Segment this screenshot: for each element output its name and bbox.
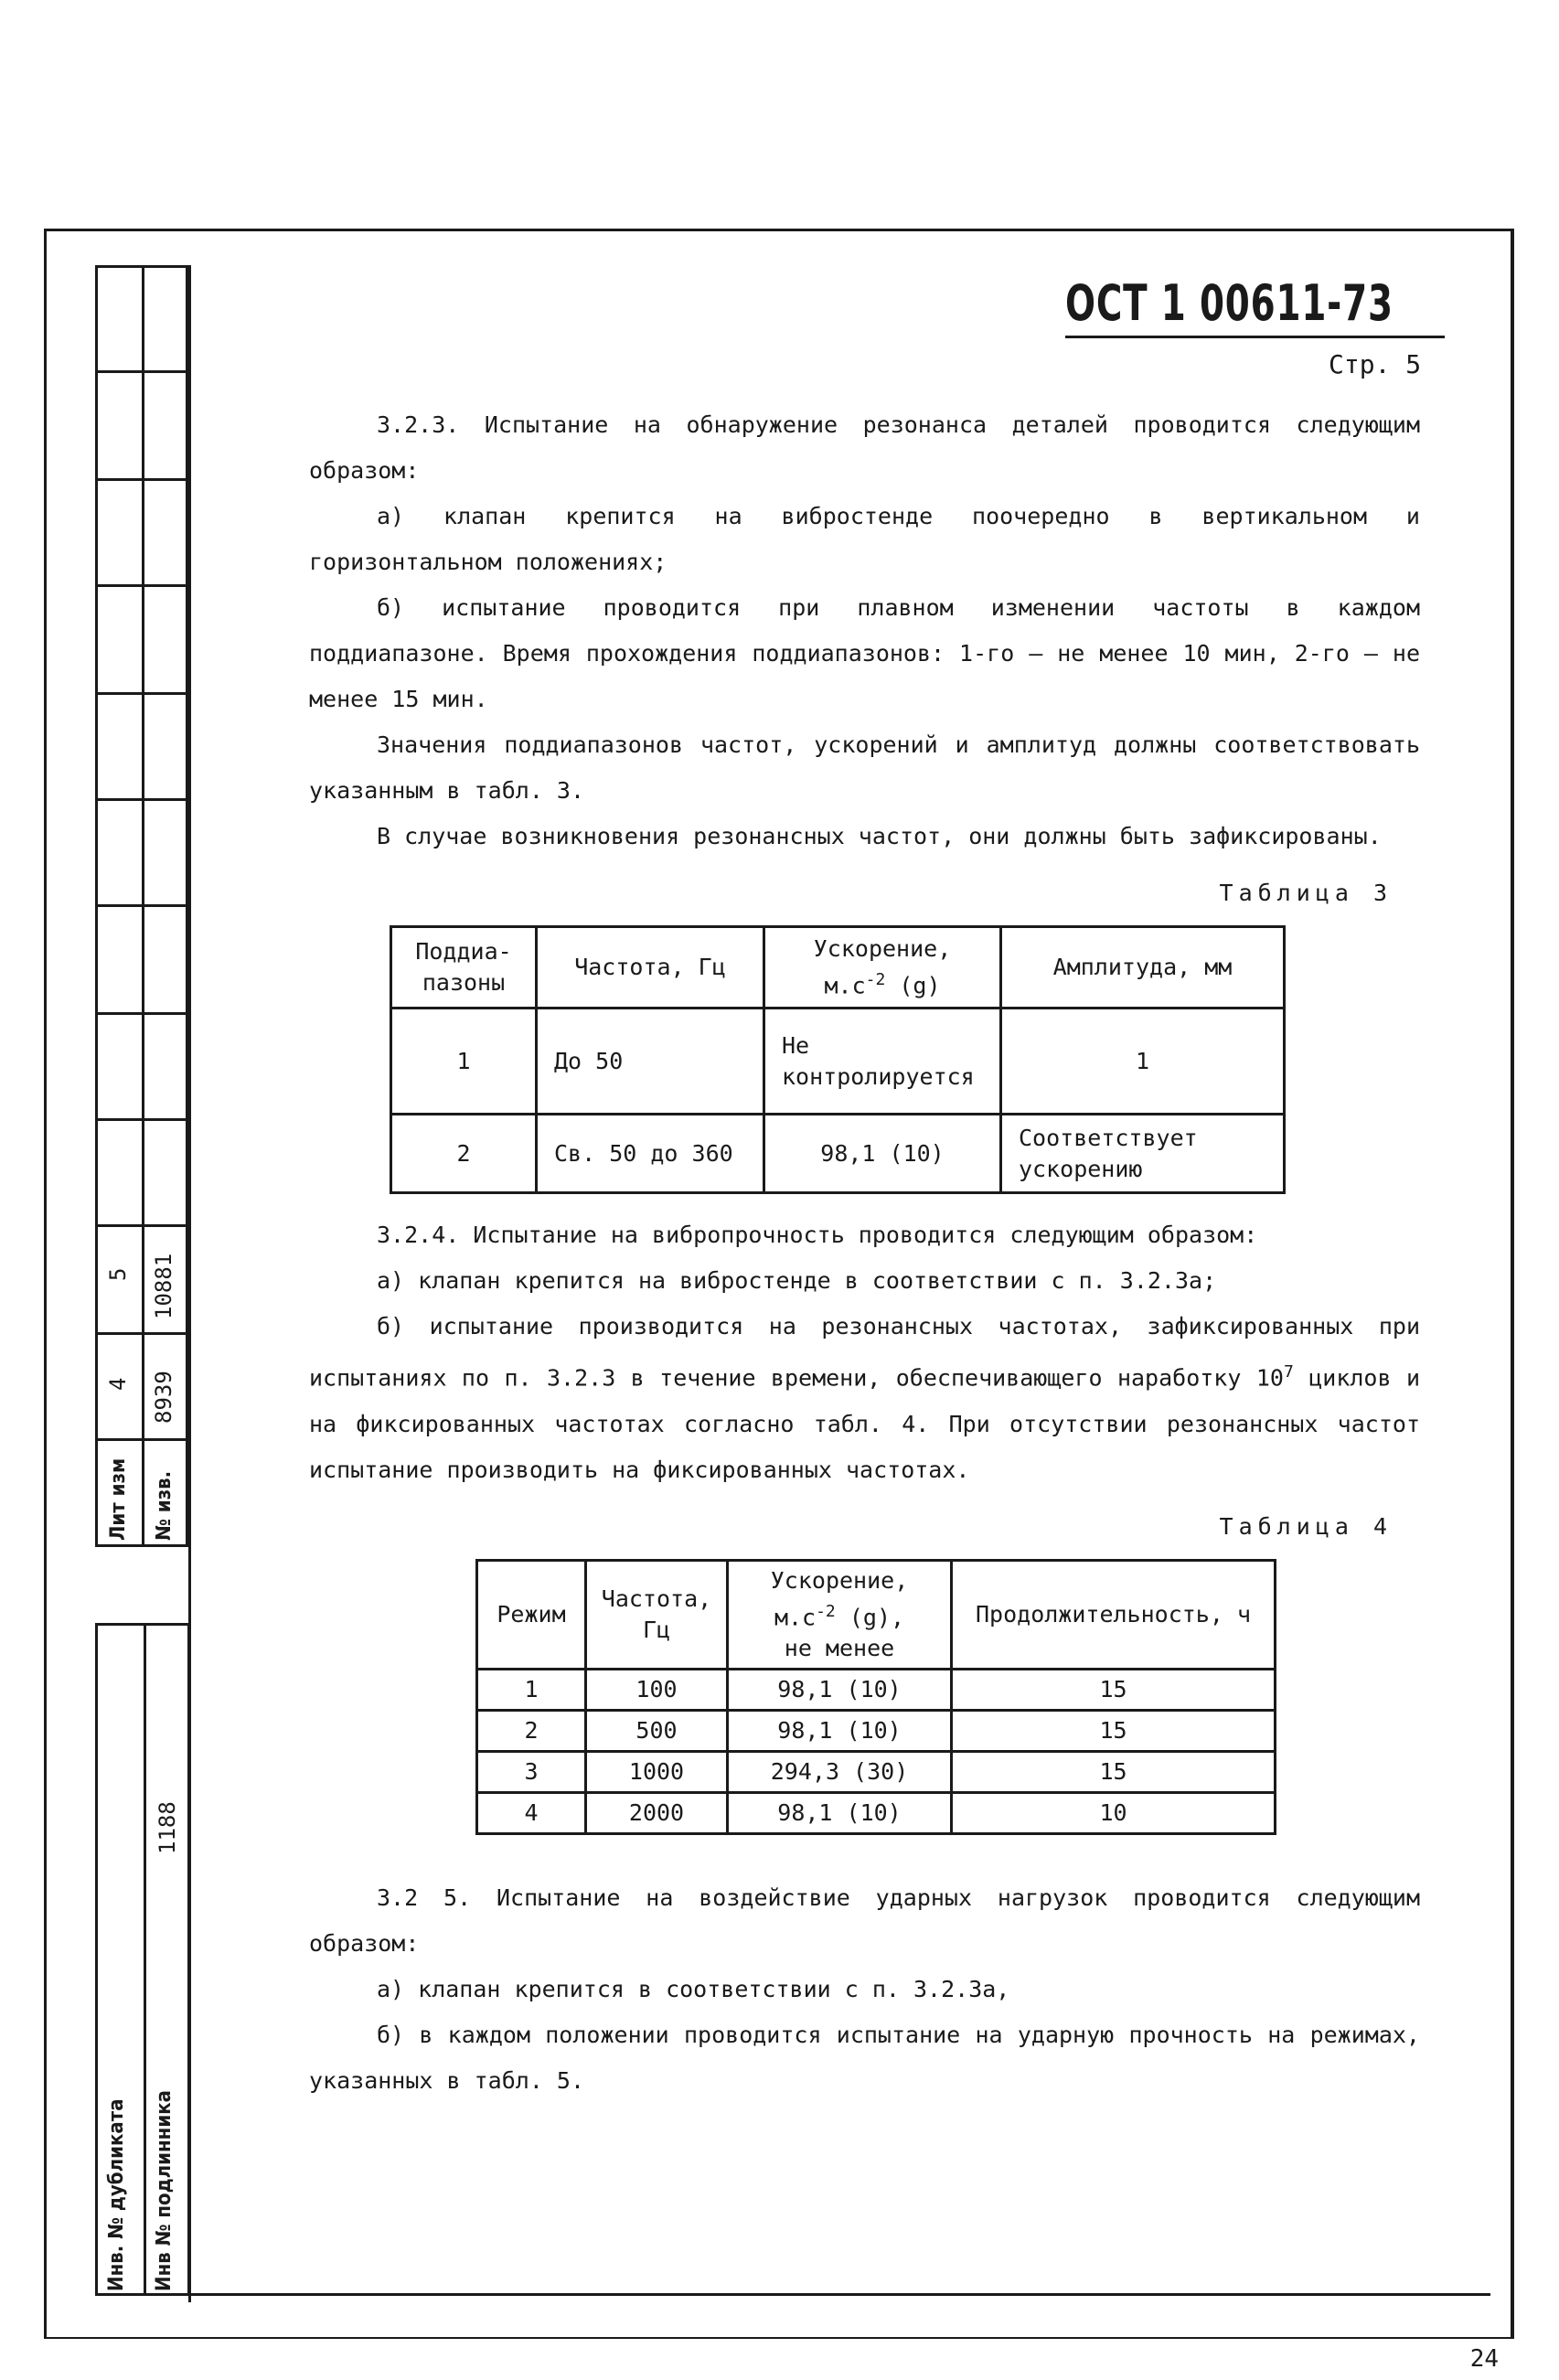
para-3-2-4: 3.2.4. Испытание на вибропрочность проводится следующим образом: [377, 1222, 1258, 1249]
inventory-stamp [95, 1623, 190, 2295]
header-amplitude: Амплитуда, мм [1001, 927, 1285, 1009]
lit-label: Лит изм [107, 1457, 130, 1541]
rev-col5-doc: 10881 [151, 1253, 176, 1319]
table-row: 2 Св. 50 до 360 98,1 (10) Соответствует ускорению [391, 1115, 1285, 1193]
table-header-row [391, 927, 1285, 1009]
table-header-row [477, 1560, 1276, 1669]
header-duration: Продолжительность, ч [952, 1560, 1276, 1669]
document-body [309, 402, 1420, 2104]
bottom-border-rule [95, 2293, 1490, 2296]
inv-original-label: Инв № подлинника [153, 2090, 176, 2291]
document-header [1065, 274, 1475, 379]
table-row: 1 100 98,1 (10) 15 [477, 1669, 1276, 1710]
rev-col4: 4 [105, 1377, 131, 1391]
header-frequency: Частота, Гц [537, 927, 764, 1009]
page-number: 24 [1469, 2345, 1499, 2373]
header-acceleration: Ускорение, $м.с^{-2}$ (g) [764, 927, 1001, 1009]
rev-col4-doc: 8939 [151, 1371, 176, 1424]
header-subrange: Поддиа-пазоны [391, 927, 537, 1009]
para-3-2-3-b: б) испытание проводится при плавном изменении частоты в каждом поддиапазоне. Время прохождения поддиапазонов: 1-го – не менее 10 мин, 2-го – не менее 15 мин. [309, 594, 1420, 712]
revision-stamp [95, 265, 188, 1547]
table3-caption: Таблица 3 [1219, 880, 1393, 906]
para-3-2-3-resonance: В случае возникновения резонансных частот, они должны быть зафиксированы. [377, 823, 1382, 849]
document-code: ОСТ 1 00611-73 [1065, 274, 1393, 332]
para-3-2-3-a: а) клапан крепится на вибростенде поочередно в вертикальном и горизонтальном положениях; [309, 503, 1420, 575]
header-acceleration: Ускорение, $м.с^{-2}$ (g), не менее [728, 1560, 952, 1669]
table-row: 1 До 50 Не контролируется 1 [391, 1009, 1285, 1115]
para-3-2-5: 3.2 5. Испытание на воздействие ударных нагрузок проводится следующим образом: [309, 1884, 1420, 1957]
table4-caption: Таблица 4 [1219, 1512, 1393, 1540]
para-3-2-4-a: а) клапан крепится на вибростенде в соответствии с п. 3.2.3а; [377, 1267, 1217, 1295]
table-4 [475, 1559, 1276, 1835]
table-3 [390, 925, 1286, 1194]
inv-duplicate-label: Инв. № дубликата [105, 2098, 128, 2291]
table-row: 2 500 98,1 (10) 15 [477, 1710, 1276, 1751]
table-row: 4 2000 98,1 (10) 10 [477, 1792, 1276, 1833]
header-rule [1065, 336, 1445, 338]
page-label: Стр. 5 [1329, 349, 1422, 379]
para-3-2-5-b: б) в каждом положении проводится испытание на ударную прочность на режимах, указанных в табл. 5. [309, 2021, 1420, 2094]
para-3-2-5-a: а) клапан крепится в соответствии с п. 3.2.3а, [377, 1975, 1010, 2002]
inv-original-value: 1188 [155, 1801, 180, 1854]
table-row: 3 1000 294,3 (30) 15 [477, 1751, 1276, 1792]
para-3-2-3-values: Значения поддиапазонов частот, ускорений и амплитуд должны соответствовать указанным в табл. 3. [309, 731, 1420, 804]
header-frequency: Частота, Гц [586, 1560, 728, 1669]
para-3-2-3: 3.2.3. Испытание на обнаружение резонанса деталей проводится следующим образом: [309, 411, 1420, 484]
para-3-2-4-b: б) испытание производится на резонансных частотах, зафиксированных при испытаниях по п. 3.2.3 в течение времени, обеспечивающего наработку $10^7$ циклов и на фиксированных частотах согласно табл. 4. При отсутствии резонансных частот испытание производить на фиксированных частотах. [309, 1313, 1421, 1483]
header-mode: Режим [477, 1560, 586, 1669]
doc-number-label: № изв. [153, 1470, 176, 1541]
rev-col5: 5 [105, 1267, 131, 1281]
